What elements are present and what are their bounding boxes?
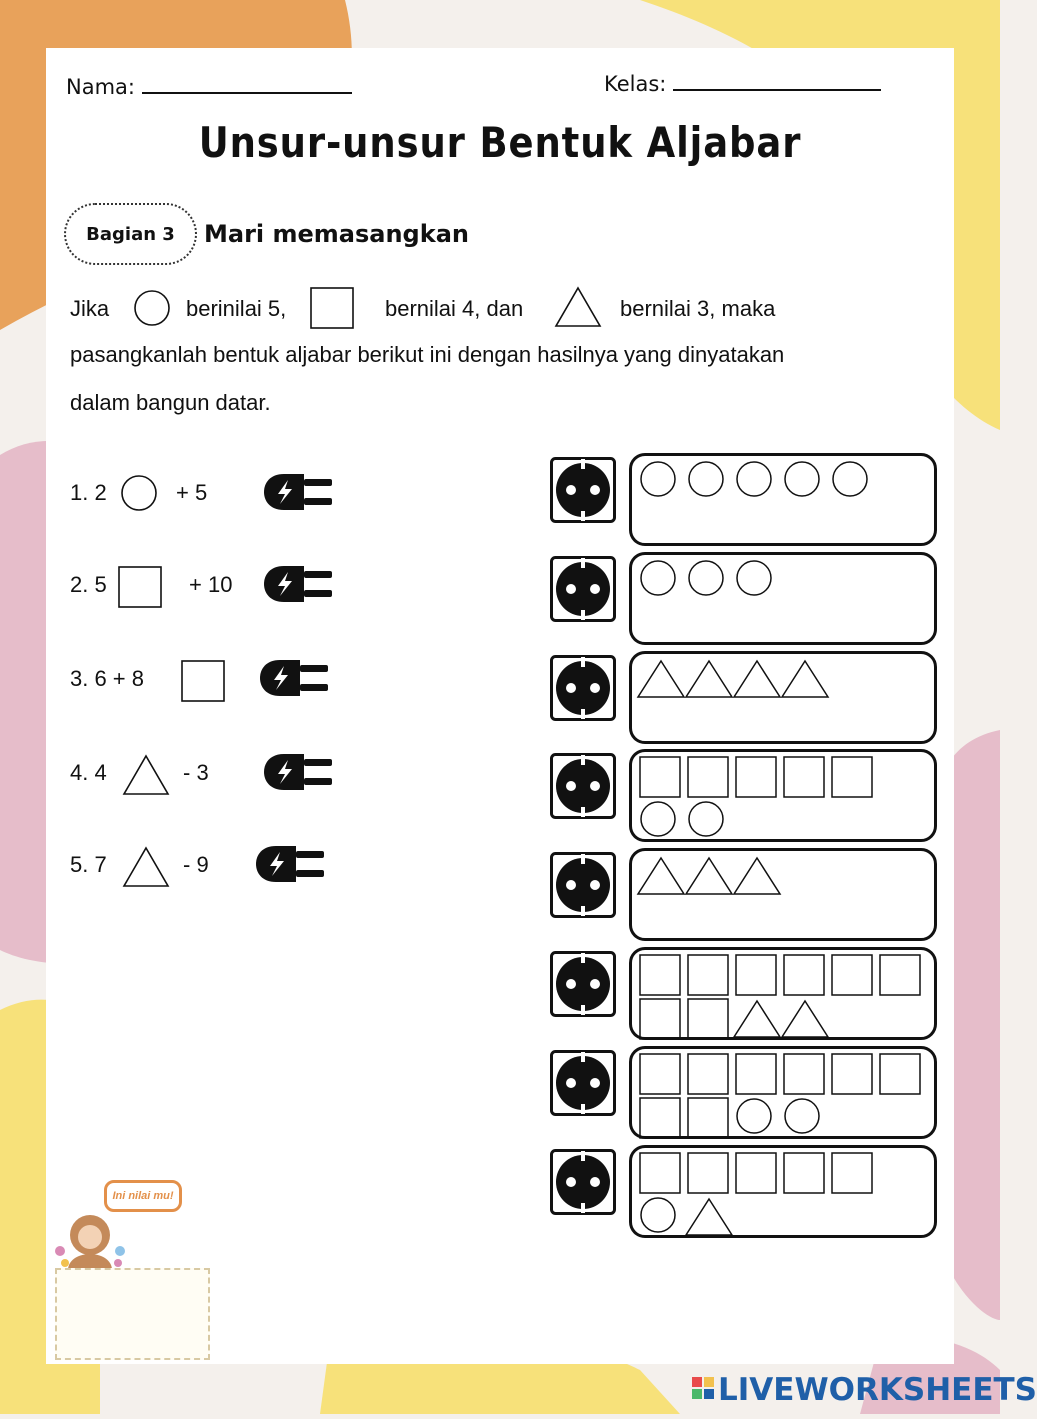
- score-box[interactable]: [55, 1268, 210, 1360]
- square-shape: [688, 1098, 728, 1138]
- triangle-shape: [686, 661, 732, 697]
- square-shape: [880, 1054, 920, 1094]
- socket-icon[interactable]: [550, 1050, 616, 1121]
- class-label: Kelas:: [604, 72, 667, 96]
- page-title: Unsur-unsur Bentuk Aljabar: [198, 118, 802, 167]
- problem-prefix: 4. 4: [70, 760, 107, 785]
- instruction-line-3: dalam bangun datar.: [70, 390, 271, 415]
- square-shape: [688, 955, 728, 995]
- triangle-shape: [734, 1001, 780, 1037]
- teacher-avatar-icon: [50, 1205, 130, 1270]
- square-shape: [736, 1153, 776, 1193]
- name-label: Nama:: [66, 75, 135, 99]
- triangle-shape: [782, 1001, 828, 1037]
- square-shape: [832, 1054, 872, 1094]
- answer-box: [629, 651, 937, 744]
- brand-logo: [692, 1372, 1037, 1408]
- class-blank[interactable]: [673, 89, 881, 91]
- circle-shape: [641, 1198, 675, 1232]
- triangle-icon: [555, 286, 601, 328]
- score-bubble: Ini nilai mu!: [104, 1180, 182, 1212]
- section-heading: Mari memasangkan: [204, 220, 469, 248]
- circle-shape: [785, 462, 819, 496]
- square-shape: [736, 1054, 776, 1094]
- square-shape: [832, 955, 872, 995]
- square-shape: [832, 1153, 872, 1193]
- problem-prefix: 5. 7: [70, 852, 107, 877]
- plug-icon[interactable]: [264, 564, 332, 609]
- square-shape: [640, 757, 680, 797]
- problem-suffix: - 3: [183, 760, 209, 785]
- triangle-shape: [686, 858, 732, 894]
- triangle-shape: [734, 858, 780, 894]
- circle-shape: [785, 1099, 819, 1133]
- socket-icon[interactable]: [550, 951, 616, 1022]
- circle-shape: [641, 802, 675, 836]
- socket-icon[interactable]: [550, 556, 616, 627]
- socket-icon[interactable]: [550, 655, 616, 726]
- square-shape: [784, 1153, 824, 1193]
- square-shape: [784, 1054, 824, 1094]
- plug-icon[interactable]: [264, 472, 332, 517]
- triangle-icon: [123, 846, 169, 893]
- square-icon: [181, 660, 225, 707]
- square-shape: [688, 757, 728, 797]
- instruction-word-jika: Jika: [70, 296, 110, 321]
- triangle-shape: [638, 858, 684, 894]
- answer-box: [629, 1145, 937, 1238]
- instruction-triangle-value: bernilai 3, maka: [620, 296, 776, 321]
- answer-box: [629, 947, 937, 1040]
- square-shape: [736, 955, 776, 995]
- brand-text: LIVEWORKSHEETS: [718, 1372, 1037, 1408]
- problem-prefix: 1. 2: [70, 480, 107, 505]
- square-icon: [310, 287, 354, 329]
- socket-icon[interactable]: [550, 852, 616, 923]
- square-shape: [832, 757, 872, 797]
- name-field: [66, 75, 352, 99]
- plug-icon[interactable]: [260, 658, 328, 703]
- problem-prefix: 3. 6 + 8: [70, 666, 145, 691]
- circle-shape: [689, 802, 723, 836]
- brand-logo-icon: [692, 1377, 716, 1403]
- answer-box: [629, 848, 937, 941]
- square-shape: [640, 1098, 680, 1138]
- square-shape: [688, 1054, 728, 1094]
- circle-shape: [641, 561, 675, 595]
- answer-box: [629, 453, 937, 546]
- circle-shape: [737, 561, 771, 595]
- triangle-shape: [782, 661, 828, 697]
- name-blank[interactable]: [142, 92, 352, 94]
- square-shape: [880, 955, 920, 995]
- instruction-circle-value: berinilai 5,: [186, 296, 287, 321]
- square-shape: [688, 1153, 728, 1193]
- square-shape: [640, 999, 680, 1039]
- circle-shape: [737, 1099, 771, 1133]
- instruction-line-2: pasangkanlah bentuk aljabar berikut ini dengan hasilnya yang dinyatakan: [70, 342, 785, 367]
- triangle-shape: [638, 661, 684, 697]
- circle-icon: [134, 290, 172, 328]
- instruction-square-value: bernilai 4, dan: [385, 296, 524, 321]
- triangle-icon: [123, 754, 169, 801]
- problem-suffix: - 9: [183, 852, 209, 877]
- circle-shape: [833, 462, 867, 496]
- plug-icon[interactable]: [256, 844, 324, 889]
- answer-box: [629, 749, 937, 842]
- triangle-shape: [686, 1199, 732, 1235]
- socket-icon[interactable]: [550, 753, 616, 824]
- problem-prefix: 2. 5: [70, 572, 107, 597]
- square-shape: [640, 1153, 680, 1193]
- circle-icon: [120, 474, 158, 517]
- circle-shape: [689, 462, 723, 496]
- socket-icon[interactable]: [550, 1149, 616, 1220]
- plug-icon[interactable]: [264, 752, 332, 797]
- square-icon: [118, 566, 162, 613]
- square-shape: [784, 757, 824, 797]
- circle-shape: [689, 561, 723, 595]
- square-shape: [688, 999, 728, 1039]
- answer-box: [629, 552, 937, 645]
- class-field: [604, 72, 881, 96]
- section-badge: Bagian 3: [64, 203, 197, 265]
- circle-shape: [641, 462, 675, 496]
- square-shape: [640, 955, 680, 995]
- problem-suffix: + 10: [189, 572, 233, 597]
- socket-icon[interactable]: [550, 457, 616, 528]
- square-shape: [736, 757, 776, 797]
- circle-shape: [737, 462, 771, 496]
- problem-suffix: + 5: [176, 480, 208, 505]
- answer-box: [629, 1046, 937, 1139]
- triangle-shape: [734, 661, 780, 697]
- square-shape: [640, 1054, 680, 1094]
- square-shape: [784, 955, 824, 995]
